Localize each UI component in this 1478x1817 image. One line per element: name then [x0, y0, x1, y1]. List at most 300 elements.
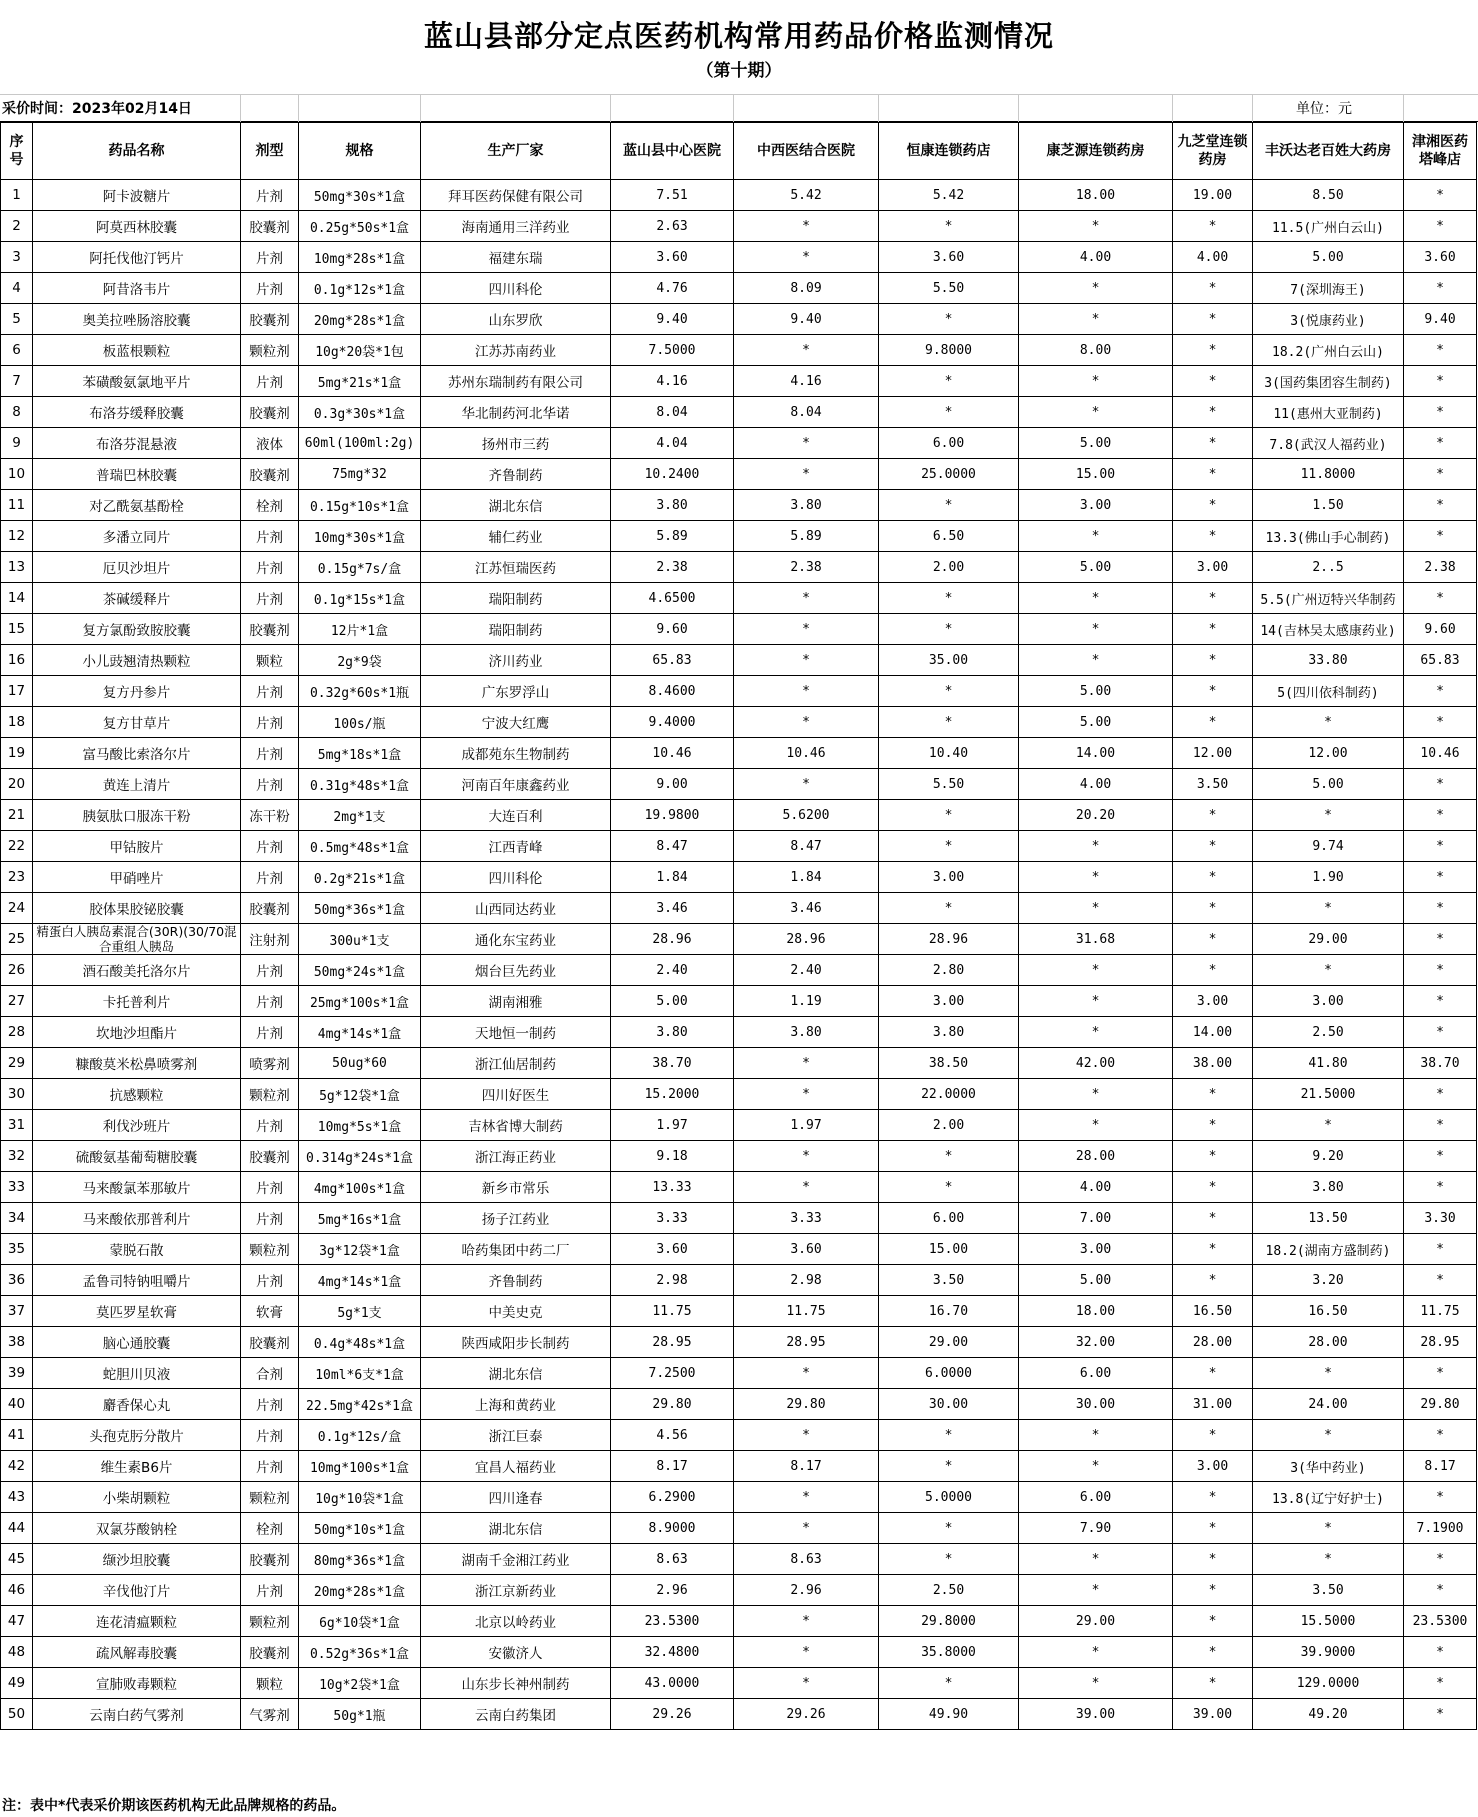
cell-kangzhiyuan: 5.00 — [1019, 428, 1173, 459]
cell-kangzhiyuan: * — [1019, 1110, 1173, 1141]
cell-dosage-form: 片剂 — [241, 707, 299, 738]
cell-manufacturer: 成都苑东生物制药 — [421, 738, 611, 769]
cell-central-hospital: 5.89 — [611, 521, 734, 552]
cell-manufacturer: 海南通用三洋药业 — [421, 211, 611, 242]
cell-manufacturer: 天地恒一制药 — [421, 1017, 611, 1048]
col-header-henkang: 恒康连锁药店 — [879, 123, 1019, 180]
cell-central-hospital: 10.2400 — [611, 459, 734, 490]
cell-jinxiang: * — [1404, 1544, 1477, 1575]
cell-index: 18 — [1, 707, 33, 738]
cell-fengwoda: 11.5(广州白云山) — [1253, 211, 1404, 242]
cell-dosage-form: 片剂 — [241, 738, 299, 769]
cell-spec: 6g*10袋*1盒 — [299, 1606, 421, 1637]
cell-central-hospital: 19.9800 — [611, 800, 734, 831]
cell-integrated-hospital: 10.46 — [734, 738, 879, 769]
cell-dosage-form: 片剂 — [241, 1389, 299, 1420]
cell-spec: 0.25g*50s*1盒 — [299, 211, 421, 242]
cell-drug-name: 对乙酰氨基酚栓 — [33, 490, 241, 521]
cell-spec: 0.5mg*48s*1盒 — [299, 831, 421, 862]
cell-manufacturer: 福建东瑞 — [421, 242, 611, 273]
cell-jiuzhitang: * — [1173, 924, 1253, 955]
cell-drug-name: 麝香保心丸 — [33, 1389, 241, 1420]
cell-dosage-form: 片剂 — [241, 242, 299, 273]
cell-spec: 50g*1瓶 — [299, 1699, 421, 1730]
cell-jiuzhitang: * — [1173, 366, 1253, 397]
table-row — [1, 1699, 1477, 1730]
table-row — [1, 1451, 1477, 1482]
table-row — [1, 521, 1477, 552]
cell-index: 19 — [1, 738, 33, 769]
cell-spec: 4mg*14s*1盒 — [299, 1017, 421, 1048]
cell-integrated-hospital: 3.80 — [734, 490, 879, 521]
cell-jiuzhitang: * — [1173, 1358, 1253, 1389]
cell-central-hospital: 9.40 — [611, 304, 734, 335]
table-row — [1, 1358, 1477, 1389]
cell-drug-name: 连花清瘟颗粒 — [33, 1606, 241, 1637]
cell-kangzhiyuan: * — [1019, 397, 1173, 428]
cell-spec: 20mg*28s*1盒 — [299, 1575, 421, 1606]
cell-henkang: * — [879, 211, 1019, 242]
cell-drug-name: 奥美拉唑肠溶胶囊 — [33, 304, 241, 335]
cell-central-hospital: 8.63 — [611, 1544, 734, 1575]
cell-index: 21 — [1, 800, 33, 831]
cell-drug-name: 马来酸依那普利片 — [33, 1203, 241, 1234]
cell-fengwoda: 13.50 — [1253, 1203, 1404, 1234]
cell-henkang: * — [879, 1668, 1019, 1699]
cell-kangzhiyuan: 8.00 — [1019, 335, 1173, 366]
cell-central-hospital: 4.6500 — [611, 583, 734, 614]
cell-kangzhiyuan: 5.00 — [1019, 707, 1173, 738]
cell-henkang: * — [879, 893, 1019, 924]
cell-dosage-form: 胶囊剂 — [241, 1637, 299, 1668]
table-row — [1, 1513, 1477, 1544]
cell-henkang: * — [879, 707, 1019, 738]
cell-drug-name: 甲钴胺片 — [33, 831, 241, 862]
cell-dosage-form: 胶囊剂 — [241, 614, 299, 645]
cell-kangzhiyuan: * — [1019, 1544, 1173, 1575]
cell-integrated-hospital: 3.80 — [734, 1017, 879, 1048]
cell-manufacturer: 浙江海正药业 — [421, 1141, 611, 1172]
cell-spec: 50ug*60 — [299, 1048, 421, 1079]
cell-spec: 10mg*30s*1盒 — [299, 521, 421, 552]
cell-henkang: 6.50 — [879, 521, 1019, 552]
cell-kangzhiyuan: 6.00 — [1019, 1358, 1173, 1389]
table-row — [1, 397, 1477, 428]
table-row — [1, 1079, 1477, 1110]
table-row — [1, 552, 1477, 583]
cell-drug-name: 莫匹罗星软膏 — [33, 1296, 241, 1327]
cell-central-hospital: 3.46 — [611, 893, 734, 924]
cell-spec: 0.32g*60s*1瓶 — [299, 676, 421, 707]
cell-integrated-hospital: 11.75 — [734, 1296, 879, 1327]
cell-henkang: 25.0000 — [879, 459, 1019, 490]
cell-index: 14 — [1, 583, 33, 614]
cell-spec: 0.31g*48s*1盒 — [299, 769, 421, 800]
cell-fengwoda: 3(国药集团容生制药) — [1253, 366, 1404, 397]
cell-henkang: 3.80 — [879, 1017, 1019, 1048]
cell-central-hospital: 2.63 — [611, 211, 734, 242]
cell-jiuzhitang: 3.00 — [1173, 1451, 1253, 1482]
cell-fengwoda: 39.9000 — [1253, 1637, 1404, 1668]
cell-drug-name: 双氯芬酸钠栓 — [33, 1513, 241, 1544]
unit-label: 单位：元 — [1296, 101, 1352, 117]
cell-kangzhiyuan: * — [1019, 366, 1173, 397]
cell-jinxiang: 10.46 — [1404, 738, 1477, 769]
cell-dosage-form: 栓剂 — [241, 490, 299, 521]
table-row — [1, 1668, 1477, 1699]
cell-jiuzhitang: * — [1173, 1234, 1253, 1265]
cell-integrated-hospital: * — [734, 211, 879, 242]
cell-integrated-hospital: 28.95 — [734, 1327, 879, 1358]
cell-spec: 50mg*30s*1盒 — [299, 180, 421, 211]
cell-spec: 0.1g*12s*1盒 — [299, 273, 421, 304]
cell-drug-name: 维生素B6片 — [33, 1451, 241, 1482]
cell-jinxiang: * — [1404, 1575, 1477, 1606]
cell-spec: 0.15g*7s/盒 — [299, 552, 421, 583]
cell-fengwoda: * — [1253, 1358, 1404, 1389]
cell-kangzhiyuan: 5.00 — [1019, 1265, 1173, 1296]
cell-spec: 0.1g*15s*1盒 — [299, 583, 421, 614]
cell-kangzhiyuan: * — [1019, 1451, 1173, 1482]
cell-drug-name: 蒙脱石散 — [33, 1234, 241, 1265]
cell-jiuzhitang: * — [1173, 831, 1253, 862]
cell-jiuzhitang: * — [1173, 1203, 1253, 1234]
table-row — [1, 335, 1477, 366]
cell-jiuzhitang: * — [1173, 1420, 1253, 1451]
cell-index: 15 — [1, 614, 33, 645]
cell-kangzhiyuan: 18.00 — [1019, 180, 1173, 211]
cell-jinxiang: * — [1404, 1637, 1477, 1668]
cell-dosage-form: 胶囊剂 — [241, 397, 299, 428]
cell-jinxiang: 3.60 — [1404, 242, 1477, 273]
cell-jinxiang: * — [1404, 831, 1477, 862]
cell-central-hospital: 2.96 — [611, 1575, 734, 1606]
cell-henkang: * — [879, 583, 1019, 614]
cell-index: 43 — [1, 1482, 33, 1513]
cell-drug-name: 布洛芬混悬液 — [33, 428, 241, 459]
cell-manufacturer: 烟台巨先药业 — [421, 955, 611, 986]
cell-dosage-form: 胶囊剂 — [241, 459, 299, 490]
cell-henkang: * — [879, 1420, 1019, 1451]
cell-index: 25 — [1, 924, 33, 955]
cell-henkang: 10.40 — [879, 738, 1019, 769]
cell-central-hospital: 9.18 — [611, 1141, 734, 1172]
cell-henkang: 15.00 — [879, 1234, 1019, 1265]
cell-integrated-hospital: 4.16 — [734, 366, 879, 397]
cell-spec: 4mg*14s*1盒 — [299, 1265, 421, 1296]
cell-drug-name: 阿昔洛韦片 — [33, 273, 241, 304]
cell-integrated-hospital: 5.42 — [734, 180, 879, 211]
cell-kangzhiyuan: * — [1019, 645, 1173, 676]
cell-kangzhiyuan: 3.00 — [1019, 490, 1173, 521]
cell-kangzhiyuan: * — [1019, 583, 1173, 614]
cell-dosage-form: 颗粒剂 — [241, 1234, 299, 1265]
cell-fengwoda: 7(深圳海王) — [1253, 273, 1404, 304]
cell-dosage-form: 片剂 — [241, 273, 299, 304]
cell-manufacturer: 华北制药河北华诺 — [421, 397, 611, 428]
cell-jinxiang: * — [1404, 800, 1477, 831]
cell-dosage-form: 片剂 — [241, 1017, 299, 1048]
cell-jinxiang: 9.60 — [1404, 614, 1477, 645]
cell-integrated-hospital: * — [734, 1668, 879, 1699]
cell-spec: 10mg*100s*1盒 — [299, 1451, 421, 1482]
cell-manufacturer: 山西同达药业 — [421, 893, 611, 924]
table-row — [1, 738, 1477, 769]
cell-integrated-hospital: 29.26 — [734, 1699, 879, 1730]
col-header-index: 序号 — [1, 123, 33, 180]
cell-spec: 0.3g*30s*1盒 — [299, 397, 421, 428]
cell-manufacturer: 湖北东信 — [421, 490, 611, 521]
cell-jinxiang: * — [1404, 1234, 1477, 1265]
cell-kangzhiyuan: 15.00 — [1019, 459, 1173, 490]
cell-central-hospital: 8.4600 — [611, 676, 734, 707]
table-row — [1, 1172, 1477, 1203]
cell-drug-name: 辛伐他汀片 — [33, 1575, 241, 1606]
cell-dosage-form: 片剂 — [241, 521, 299, 552]
table-row — [1, 1420, 1477, 1451]
page-subtitle: （第十期） — [696, 61, 782, 81]
cell-dosage-form: 片剂 — [241, 552, 299, 583]
cell-manufacturer: 江苏恒瑞医药 — [421, 552, 611, 583]
cell-drug-name: 胰氨肽口服冻干粉 — [33, 800, 241, 831]
cell-jinxiang: * — [1404, 1358, 1477, 1389]
cell-fengwoda: 3.20 — [1253, 1265, 1404, 1296]
cell-index: 10 — [1, 459, 33, 490]
col-header-integrated-hospital: 中西医结合医院 — [734, 123, 879, 180]
cell-index: 17 — [1, 676, 33, 707]
cell-central-hospital: 2.38 — [611, 552, 734, 583]
cell-manufacturer: 河南百年康鑫药业 — [421, 769, 611, 800]
cell-index: 3 — [1, 242, 33, 273]
cell-jinxiang: * — [1404, 490, 1477, 521]
cell-fengwoda: 13.3(佛山手心制药) — [1253, 521, 1404, 552]
cell-manufacturer: 拜耳医药保健有限公司 — [421, 180, 611, 211]
cell-kangzhiyuan: 32.00 — [1019, 1327, 1173, 1358]
cell-drug-name: 阿莫西林胶囊 — [33, 211, 241, 242]
cell-index: 46 — [1, 1575, 33, 1606]
cell-manufacturer: 宁波大红鹰 — [421, 707, 611, 738]
cell-fengwoda: 5.00 — [1253, 769, 1404, 800]
cell-fengwoda: 9.20 — [1253, 1141, 1404, 1172]
cell-manufacturer: 浙江仙居制药 — [421, 1048, 611, 1079]
cell-fengwoda: 3.00 — [1253, 986, 1404, 1017]
cell-kangzhiyuan: 29.00 — [1019, 1606, 1173, 1637]
cell-drug-name: 小儿豉翘清热颗粒 — [33, 645, 241, 676]
cell-spec: 60ml(100ml:2g) — [299, 428, 421, 459]
cell-dosage-form: 片剂 — [241, 955, 299, 986]
cell-manufacturer: 四川好医生 — [421, 1079, 611, 1110]
cell-kangzhiyuan: 31.68 — [1019, 924, 1173, 955]
cell-drug-name: 普瑞巴林胶囊 — [33, 459, 241, 490]
cell-spec: 10g*2袋*1盒 — [299, 1668, 421, 1699]
cell-manufacturer: 湖南湘雅 — [421, 986, 611, 1017]
cell-integrated-hospital: 8.47 — [734, 831, 879, 862]
cell-central-hospital: 2.40 — [611, 955, 734, 986]
cell-spec: 4mg*100s*1盒 — [299, 1172, 421, 1203]
cell-index: 48 — [1, 1637, 33, 1668]
cell-jinxiang: * — [1404, 335, 1477, 366]
cell-henkang: * — [879, 490, 1019, 521]
cell-spec: 25mg*100s*1盒 — [299, 986, 421, 1017]
cell-index: 27 — [1, 986, 33, 1017]
cell-jiuzhitang: * — [1173, 1172, 1253, 1203]
cell-fengwoda: 9.74 — [1253, 831, 1404, 862]
cell-dosage-form: 喷雾剂 — [241, 1048, 299, 1079]
cell-kangzhiyuan: 30.00 — [1019, 1389, 1173, 1420]
cell-drug-name: 脑心通胶囊 — [33, 1327, 241, 1358]
table-row — [1, 800, 1477, 831]
cell-central-hospital: 9.00 — [611, 769, 734, 800]
table-row — [1, 614, 1477, 645]
cell-jiuzhitang: * — [1173, 459, 1253, 490]
cell-manufacturer: 江苏苏南药业 — [421, 335, 611, 366]
cell-spec: 50mg*24s*1盒 — [299, 955, 421, 986]
cell-kangzhiyuan: 7.00 — [1019, 1203, 1173, 1234]
cell-dosage-form: 颗粒剂 — [241, 1482, 299, 1513]
cell-dosage-form: 片剂 — [241, 986, 299, 1017]
cell-jiuzhitang: * — [1173, 211, 1253, 242]
cell-jinxiang: * — [1404, 1079, 1477, 1110]
cell-kangzhiyuan: * — [1019, 211, 1173, 242]
cell-spec: 5g*12袋*1盒 — [299, 1079, 421, 1110]
table-row — [1, 242, 1477, 273]
cell-henkang: 3.00 — [879, 862, 1019, 893]
cell-jiuzhitang: * — [1173, 1544, 1253, 1575]
table-row — [1, 645, 1477, 676]
cell-jiuzhitang: * — [1173, 335, 1253, 366]
cell-index: 16 — [1, 645, 33, 676]
cell-central-hospital: 28.95 — [611, 1327, 734, 1358]
cell-jinxiang: * — [1404, 459, 1477, 490]
cell-integrated-hospital: * — [734, 1048, 879, 1079]
cell-dosage-form: 注射剂 — [241, 924, 299, 955]
cell-dosage-form: 片剂 — [241, 583, 299, 614]
cell-integrated-hospital: 5.89 — [734, 521, 879, 552]
cell-fengwoda: 11(惠州大亚制药) — [1253, 397, 1404, 428]
cell-integrated-hospital: 2.40 — [734, 955, 879, 986]
table-row — [1, 1110, 1477, 1141]
cell-integrated-hospital: 3.46 — [734, 893, 879, 924]
cell-manufacturer: 四川科伦 — [421, 862, 611, 893]
cell-integrated-hospital: 1.19 — [734, 986, 879, 1017]
cell-spec: 300u*1支 — [299, 924, 421, 955]
cell-jinxiang: * — [1404, 180, 1477, 211]
cell-index: 26 — [1, 955, 33, 986]
cell-henkang: 35.8000 — [879, 1637, 1019, 1668]
cell-henkang: * — [879, 1451, 1019, 1482]
cell-jinxiang: * — [1404, 862, 1477, 893]
cell-jinxiang: * — [1404, 1668, 1477, 1699]
cell-jinxiang: 3.30 — [1404, 1203, 1477, 1234]
cell-spec: 10g*10袋*1盒 — [299, 1482, 421, 1513]
cell-fengwoda: * — [1253, 955, 1404, 986]
cell-manufacturer: 四川逢春 — [421, 1482, 611, 1513]
cell-spec: 0.1g*12s/盒 — [299, 1420, 421, 1451]
cell-fengwoda: 1.90 — [1253, 862, 1404, 893]
table-body — [1, 180, 1477, 1730]
cell-manufacturer: 云南白药集团 — [421, 1699, 611, 1730]
cell-jinxiang: 38.70 — [1404, 1048, 1477, 1079]
cell-spec: 10mg*28s*1盒 — [299, 242, 421, 273]
cell-dosage-form: 胶囊剂 — [241, 211, 299, 242]
cell-drug-name: 板蓝根颗粒 — [33, 335, 241, 366]
col-header-jinxiang: 津湘医药塔峰店 — [1404, 123, 1477, 180]
cell-jiuzhitang: * — [1173, 707, 1253, 738]
cell-jinxiang: * — [1404, 986, 1477, 1017]
cell-jiuzhitang: 28.00 — [1173, 1327, 1253, 1358]
cell-index: 7 — [1, 366, 33, 397]
table-row — [1, 459, 1477, 490]
cell-integrated-hospital: * — [734, 1141, 879, 1172]
cell-central-hospital: 8.9000 — [611, 1513, 734, 1544]
cell-drug-name: 马来酸氯苯那敏片 — [33, 1172, 241, 1203]
cell-jinxiang: * — [1404, 1017, 1477, 1048]
cell-fengwoda: * — [1253, 1420, 1404, 1451]
cell-spec: 0.15g*10s*1盒 — [299, 490, 421, 521]
cell-central-hospital: 4.16 — [611, 366, 734, 397]
cell-fengwoda: 11.8000 — [1253, 459, 1404, 490]
col-header-jiuzhitang: 九芝堂连锁药房 — [1173, 123, 1253, 180]
cell-integrated-hospital: * — [734, 645, 879, 676]
cell-integrated-hospital: * — [734, 1420, 879, 1451]
cell-fengwoda: 7.8(武汉人福药业) — [1253, 428, 1404, 459]
table-row — [1, 1637, 1477, 1668]
cell-manufacturer: 四川科伦 — [421, 273, 611, 304]
cell-index: 38 — [1, 1327, 33, 1358]
cell-jiuzhitang: * — [1173, 1141, 1253, 1172]
cell-index: 49 — [1, 1668, 33, 1699]
cell-central-hospital: 6.2900 — [611, 1482, 734, 1513]
cell-drug-name: 黄连上清片 — [33, 769, 241, 800]
col-header-drug-name: 药品名称 — [33, 123, 241, 180]
cell-dosage-form: 胶囊剂 — [241, 1141, 299, 1172]
cell-fengwoda: 129.0000 — [1253, 1668, 1404, 1699]
cell-jinxiang: * — [1404, 1110, 1477, 1141]
cell-manufacturer: 瑞阳制药 — [421, 614, 611, 645]
cell-jiuzhitang: 14.00 — [1173, 1017, 1253, 1048]
cell-central-hospital: 23.5300 — [611, 1606, 734, 1637]
cell-dosage-form: 片剂 — [241, 862, 299, 893]
cell-jiuzhitang: * — [1173, 1110, 1253, 1141]
cell-spec: 5mg*16s*1盒 — [299, 1203, 421, 1234]
cell-spec: 0.52g*36s*1盒 — [299, 1637, 421, 1668]
table-row — [1, 676, 1477, 707]
cell-dosage-form: 片剂 — [241, 1110, 299, 1141]
cell-jinxiang: 11.75 — [1404, 1296, 1477, 1327]
cell-jinxiang: * — [1404, 211, 1477, 242]
cell-kangzhiyuan: 6.00 — [1019, 1482, 1173, 1513]
cell-henkang: 28.96 — [879, 924, 1019, 955]
price-table — [0, 122, 1477, 1730]
cell-central-hospital: 8.04 — [611, 397, 734, 428]
table-row — [1, 428, 1477, 459]
cell-central-hospital: 38.70 — [611, 1048, 734, 1079]
cell-dosage-form: 合剂 — [241, 1358, 299, 1389]
cell-kangzhiyuan: * — [1019, 1668, 1173, 1699]
cell-jinxiang: * — [1404, 1482, 1477, 1513]
cell-central-hospital: 32.4800 — [611, 1637, 734, 1668]
cell-kangzhiyuan: 4.00 — [1019, 769, 1173, 800]
cell-jiuzhitang: 4.00 — [1173, 242, 1253, 273]
cell-dosage-form: 片剂 — [241, 1420, 299, 1451]
cell-central-hospital: 7.5000 — [611, 335, 734, 366]
cell-manufacturer: 扬州市三药 — [421, 428, 611, 459]
cell-manufacturer: 北京以岭药业 — [421, 1606, 611, 1637]
cell-integrated-hospital: 2.98 — [734, 1265, 879, 1296]
cell-drug-name: 酒石酸美托洛尔片 — [33, 955, 241, 986]
cell-drug-name: 复方丹参片 — [33, 676, 241, 707]
cell-kangzhiyuan: * — [1019, 521, 1173, 552]
